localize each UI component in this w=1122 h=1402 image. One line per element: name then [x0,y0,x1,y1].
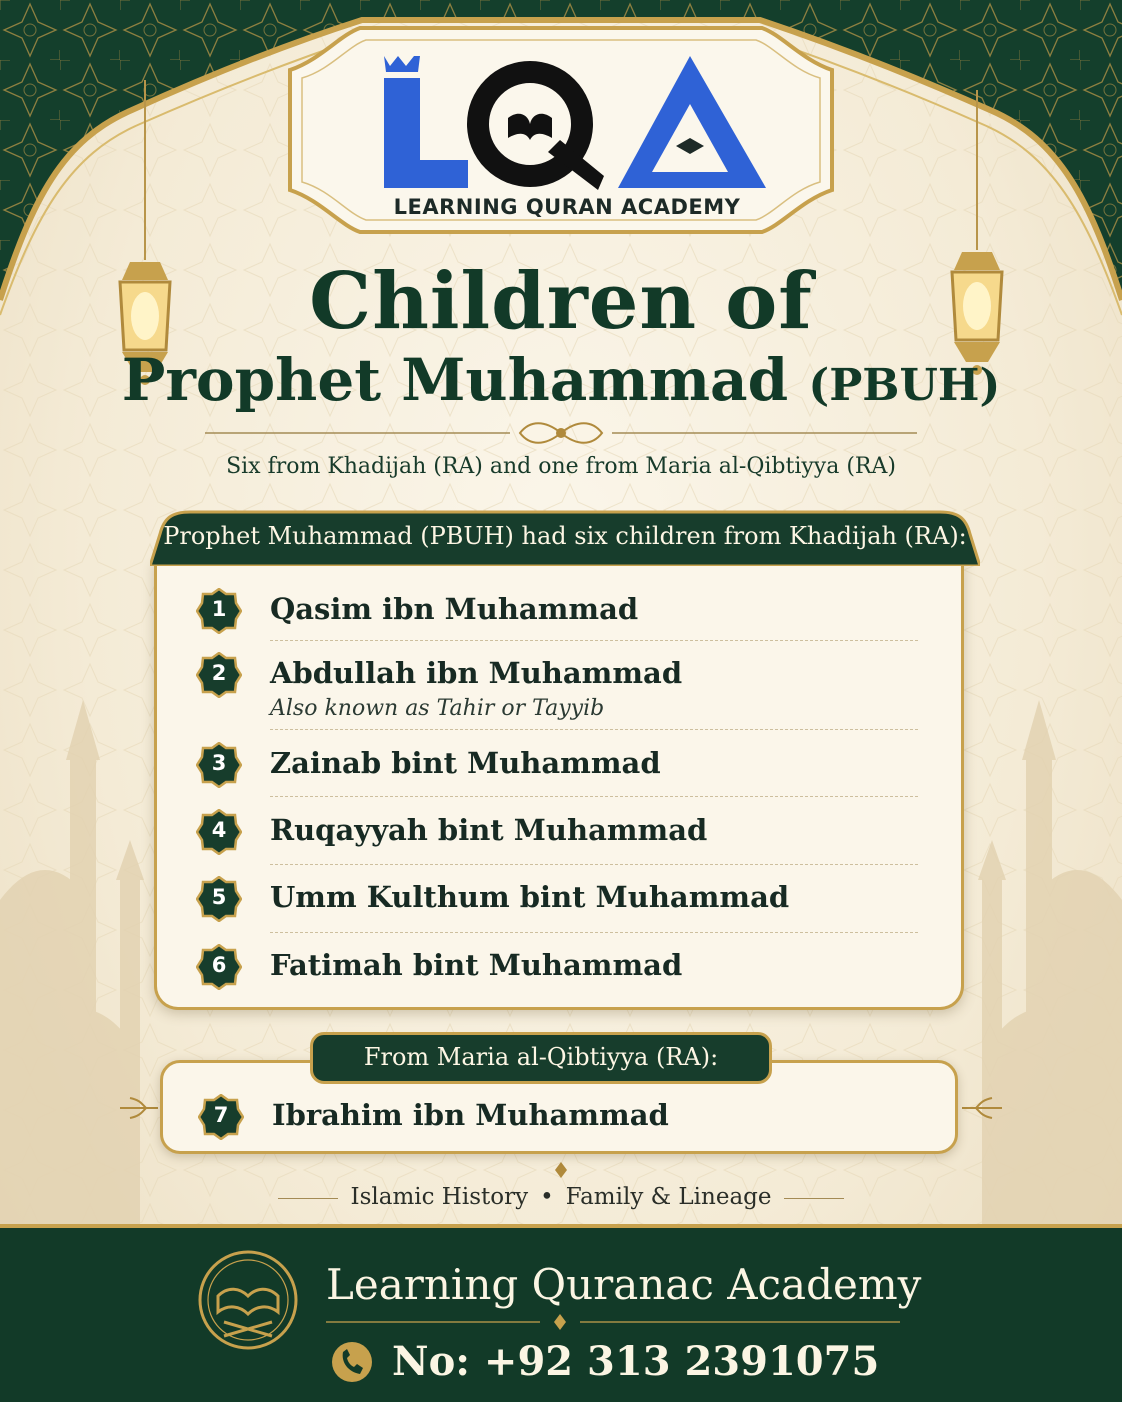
number-badge: 7 [198,1094,244,1140]
number-badge: 3 [196,742,242,788]
title-pbuh: (PBUH) [808,360,1001,411]
child-name: Ibrahim ibn Muhammad [272,1098,669,1132]
khadijah-children-card [154,560,964,1010]
number-badge: 4 [196,809,242,855]
child-name: Umm Kulthum bint Muhammad [270,880,790,914]
maria-section-heading: From Maria al-Qibtiyya (RA): [363,1043,719,1071]
subtitle: Six from Khadijah (RA) and one from Maria al-Qibtiyya (RA) [226,454,896,479]
footer-academy-name: Learning Quranac Academy [326,1260,922,1309]
khadijah-section-heading: Prophet Muhammad (PBUH) had six children from Khadijah (RA): [163,522,967,550]
number-badge: 2 [196,652,242,698]
row-divider [270,796,918,797]
footer-phone[interactable]: No: +92 313 2391075 [392,1338,880,1385]
child-name: Ruqayyah bint Muhammad [270,813,708,847]
child-name: Zainab bint Muhammad [270,746,661,780]
child-name: Fatimah bint Muhammad [270,948,683,982]
number-badge: 6 [196,944,242,990]
topic-tags: Islamic History • Family & Lineage [0,1184,1122,1210]
tag-islamic-history: Islamic History [350,1184,529,1210]
brand-name: LEARNING QURAN ACADEMY [393,195,741,219]
row-divider [270,864,918,865]
title-line-1: Children of [309,256,813,347]
child-name: Qasim ibn Muhammad [270,592,639,626]
row-divider [270,640,918,641]
number-badge: 5 [196,876,242,922]
title-line-2 [0,346,1122,414]
tag-family-lineage: Family & Lineage [565,1184,772,1210]
number-badge: 1 [196,588,242,634]
row-divider [270,729,918,730]
title-prophet-name: Prophet Muhammad [121,346,789,414]
row-divider [270,932,918,933]
child-name: Abdullah ibn Muhammad [270,656,683,690]
child-note: Also known as Tahir or Tayyib [270,696,605,721]
